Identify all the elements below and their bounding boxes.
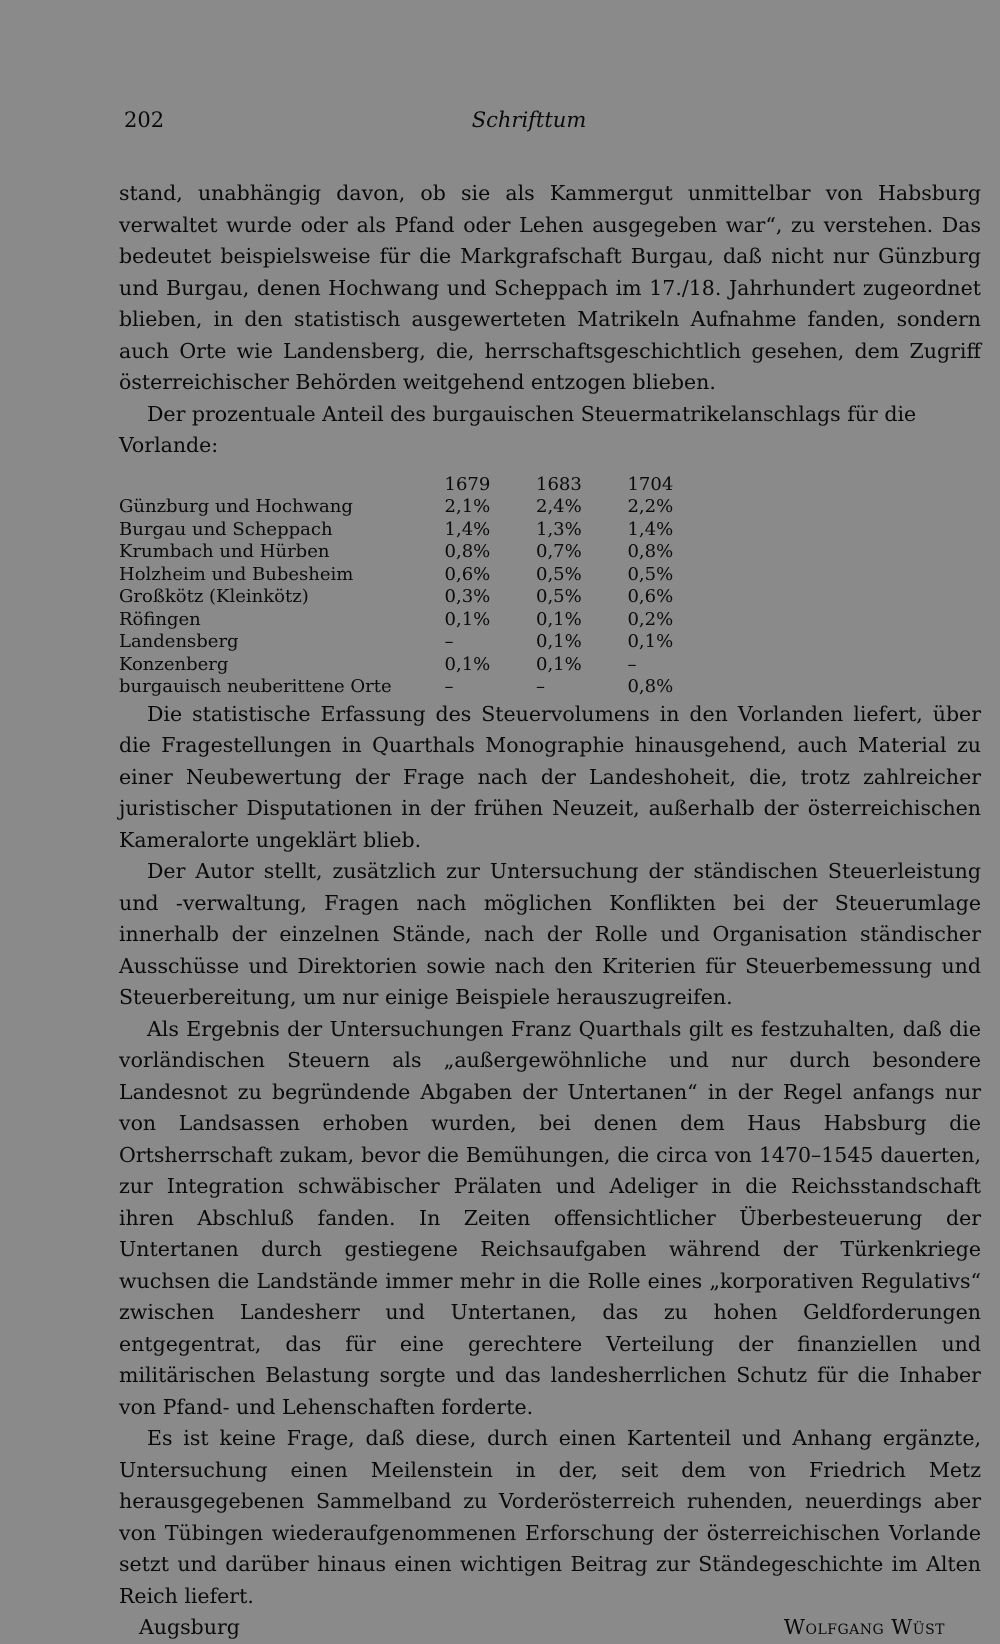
row-place: Holzheim und Bubesheim bbox=[119, 563, 354, 585]
row-place: Konzenberg bbox=[119, 653, 229, 675]
row-value: 1,4% bbox=[444, 518, 491, 540]
signoff-place: Augsburg bbox=[139, 1615, 240, 1639]
row-value: – bbox=[444, 631, 454, 652]
row-value: 0,5% bbox=[536, 586, 582, 607]
row-value: 0,8% bbox=[627, 541, 674, 562]
row-value: – bbox=[627, 653, 637, 675]
row-place: Burgau und Scheppach bbox=[119, 518, 333, 540]
year-header: 1704 bbox=[627, 473, 674, 495]
row-value: 0,5% bbox=[536, 563, 582, 585]
row-value: 2,4% bbox=[536, 496, 582, 517]
paragraph: Der Autor stellt, zusätzlich zur Untersuchung der ständischen Steuerleistung und -verwaltung, Fragen nach möglichen Konflikten bei der Steuerumlage innerhalb der einzelnen Stände, nach der Rolle und Organisation ständischer Ausschüsse und Direktorien sowie nach den Kriterien für Steuerbemessung und Steuerbereitung, um nur einige Beispiele herauszugreifen. bbox=[119, 859, 981, 1009]
row-place: Landensberg bbox=[119, 631, 239, 652]
page-number: 202 bbox=[124, 108, 165, 132]
row-value: 0,7% bbox=[536, 541, 582, 562]
page-header bbox=[124, 108, 934, 138]
row-place: Großkötz (Kleinkötz) bbox=[119, 586, 309, 607]
table-header-blank bbox=[119, 462, 445, 497]
row-value: 0,1% bbox=[536, 631, 582, 652]
table-row bbox=[119, 586, 719, 609]
row-place: Krumbach und Hürben bbox=[119, 541, 330, 562]
table-row bbox=[119, 676, 719, 699]
row-value: 0,1% bbox=[536, 653, 582, 675]
row-value: – bbox=[536, 676, 545, 697]
row-value: 0,5% bbox=[627, 563, 674, 585]
table-row bbox=[119, 631, 719, 654]
row-value: 2,2% bbox=[627, 496, 674, 517]
table-row bbox=[119, 564, 719, 587]
row-value: 0,1% bbox=[444, 608, 491, 630]
table-intro: Der prozentuale Anteil des burgauischen Steuermatrikelanschlags für die Vorlande: bbox=[119, 401, 917, 457]
paragraph: stand, unabhängig davon, ob sie als Kammergut unmittelbar von Habsburg verwaltet wurde oder als Pfand oder Lehen ausgegeben war“, zu verstehen. Das bedeutet beispielsweise für die Markgrafschaft Burgau, daß nicht nur Günzburg und Burgau, denen Hochwang und Scheppach im 17./18. Jahrhundert zugeordnet blieben, in den statistisch ausgewerteten Matrikeln Aufnahme fanden, sondern auch Orte wie Landensberg, die, herrschaftsgeschichtlich gesehen, dem Zugriff österreichischer Behörden weitgehend entzogen blieben. bbox=[119, 181, 981, 394]
row-value: 0,6% bbox=[444, 563, 491, 585]
table-row bbox=[119, 496, 719, 519]
paragraph: Es ist keine Frage, daß diese, durch einen Kartenteil und Anhang ergänzte, Untersuchung einen Meilenstein in der, seit dem von Friedrich Metz herausgegebenen Sammelband zu Vorderösterreich ruhenden, neuerdings aber von Tübingen wiederaufgenommenen Erforschung der österreichischen Vorlande setzt und darüber hinaus einen wichtigen Beitrag zur Ständegeschichte im Alten Reich liefert. bbox=[119, 1426, 981, 1608]
row-value: 0,6% bbox=[627, 586, 674, 607]
paragraph: Die statistische Erfassung des Steuervolumens in den Vorlanden liefert, über die Fragestellungen in Quarthals Monographie hinausgehend, auch Material zu einer Neubewertung der Frage nach der Landeshoheit, die, trotz zahlreicher juristischer Disputationen in der frühen Neuzeit, außerhalb der österreichischen Kameralorte ungeklärt blieb. bbox=[119, 701, 981, 852]
row-value: 1,4% bbox=[627, 518, 674, 540]
paragraph: Als Ergebnis der Untersuchungen Franz Quarthals gilt es festzuhalten, daß die vorländischen Steuern als „außergewöhnliche und nur durch besondere Landesnot zu begründende Abgaben der Untertanen“ in der Regel anfangs nur von Landsassen erhoben wurden, bei denen dem Haus Habsburg die Ortsherrschaft zukam, bevor die Bemühungen, die circa von 1470–1545 dauerten, zur Integration schwäbischer Prälaten und Adeliger in die Reichsstandschaft ihren Abschluß fanden. In Zeiten offensichtlicher Überbesteuerung der Untertanen durch gestiegene Reichsaufgaben während der Türkenkriege wuchsen die Landstände immer mehr in die Rolle eines „korporativen Regulativs“ zwischen Landesherr und Untertanen, das zu hohen Geldforderungen entgegentrat, das für eine gerechtere Verteilung der finanziellen und militärischen Belastung sorgte und das landesherrlichen Schutz für die Inhaber von Pfand- und Lehenschaften forderte. bbox=[119, 1016, 981, 1419]
year-header: 1679 bbox=[444, 473, 491, 495]
running-title: Schrifttum bbox=[471, 108, 587, 132]
row-value: 0,8% bbox=[627, 676, 674, 697]
row-value: 0,3% bbox=[444, 586, 491, 607]
row-place: burgauisch neuberittene Orte bbox=[119, 676, 392, 697]
row-value: 0,1% bbox=[627, 631, 674, 652]
row-value: 0,1% bbox=[536, 608, 582, 630]
table-row bbox=[119, 519, 719, 542]
row-value: 1,3% bbox=[536, 518, 582, 540]
row-place: Günzburg und Hochwang bbox=[119, 496, 353, 517]
tax-share-table bbox=[119, 462, 719, 699]
table-row bbox=[119, 541, 719, 564]
row-value: – bbox=[444, 676, 454, 697]
row-value: 0,2% bbox=[627, 608, 674, 630]
table-header-row bbox=[119, 462, 719, 497]
row-value: 2,1% bbox=[444, 496, 491, 517]
table-row bbox=[119, 609, 719, 632]
table-row bbox=[119, 654, 719, 677]
row-value: 0,1% bbox=[444, 653, 491, 675]
signoff-author: Wolfgang Wüst bbox=[783, 1615, 945, 1639]
row-place: Röfingen bbox=[119, 608, 201, 630]
year-header: 1683 bbox=[536, 473, 582, 495]
signoff bbox=[119, 1612, 981, 1644]
row-value: 0,8% bbox=[444, 541, 491, 562]
body-text bbox=[119, 178, 981, 1644]
